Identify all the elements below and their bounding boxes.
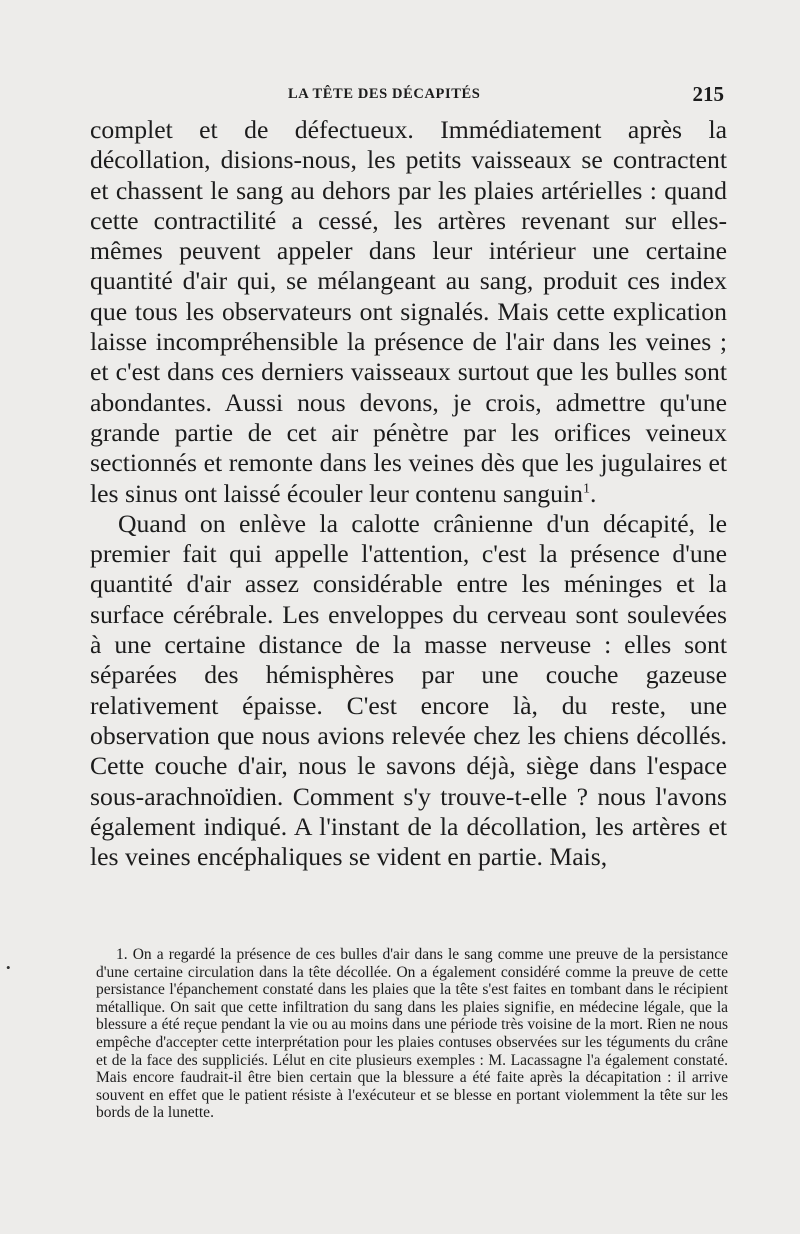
- running-title: LA TÊTE DES DÉCAPITÉS: [288, 86, 481, 102]
- footnote-reference: 1: [582, 481, 590, 496]
- page-number: 215: [692, 82, 724, 106]
- main-text: [90, 115, 727, 872]
- footnote: [96, 946, 728, 1122]
- paragraph-1: [90, 115, 727, 509]
- paragraph-1-text: complet et de défectueux. Immédiatement après la décollation, disions-nous, les petits vaisseaux se contractent et chassent le sang au dehors par les plaies artérielles : quand cette contractilité a cessé, les artères revenant sur elles-mêmes peuvent appeler dans leur intérieur une certaine quantité d'air qui, se mélangeant au sang, produit ces index que tous les observateurs ont signalés. Mais cette explication laisse incompréhensible la présence de l'air dans les veines ; et c'est dans ces derniers vaisseaux surtout que les bulles sont abondantes. Aussi nous devons, je crois, admettre qu'une grande partie de cet air pénètre par les orifices veineux sectionnés et remonte dans les veines dès que les jugulaires et les sinus ont laissé écouler leur contenu sanguin: [90, 115, 727, 508]
- running-head: [92, 82, 724, 108]
- paragraph-1-end: .: [589, 478, 597, 508]
- footnote-text: 1. On a regardé la présence de ces bulles d'air dans le sang comme une preuve de la persistance d'une certaine circulation dans la tête décollée. On a également considéré comme la preuve de cette persistance l'épanchement constaté dans les plaies que la tête s'est faites en tombant dans le récipient métallique. On sait que cette infiltration du sang dans les plaies signifie, en médecine légale, que la blessure a été reçue pendant la vie ou au moins dans une période très voisine de la mort. Rien ne nous empêche d'accepter cette interprétation pour les plaies contuses observées sur les téguments du crâne et de la face des suppliciés. Lélut en cite plusieurs exemples : M. Lacassagne l'a également constaté. Mais encore faudrait-il être bien certain que la blessure a été faite après la décapitation : il arrive souvent en effet que le patient résiste à l'exécuteur et se blesse en portant violemment la tête sur les bords de la lunette.: [96, 946, 728, 1122]
- margin-mark: •: [6, 960, 11, 975]
- paragraph-2: Quand on enlève la calotte crânienne d'un décapité, le premier fait qui appelle l'attention, c'est la présence d'une quantité d'air assez considérable entre les méninges et la surface cérébrale. Les enveloppes du cerveau sont soulevées à une certaine distance de la masse nerveuse : elles sont séparées des hémisphères par une couche gazeuse relativement épaisse. C'est encore là, du reste, une observation que nous avions relevée chez les chiens décollés. Cette couche d'air, nous le savons déjà, siège dans l'espace sous-arachnoïdien. Comment s'y trouve-t-elle ? nous l'avons également indiqué. A l'instant de la décollation, les artères et les veines encéphaliques se vident en partie. Mais,: [90, 508, 727, 872]
